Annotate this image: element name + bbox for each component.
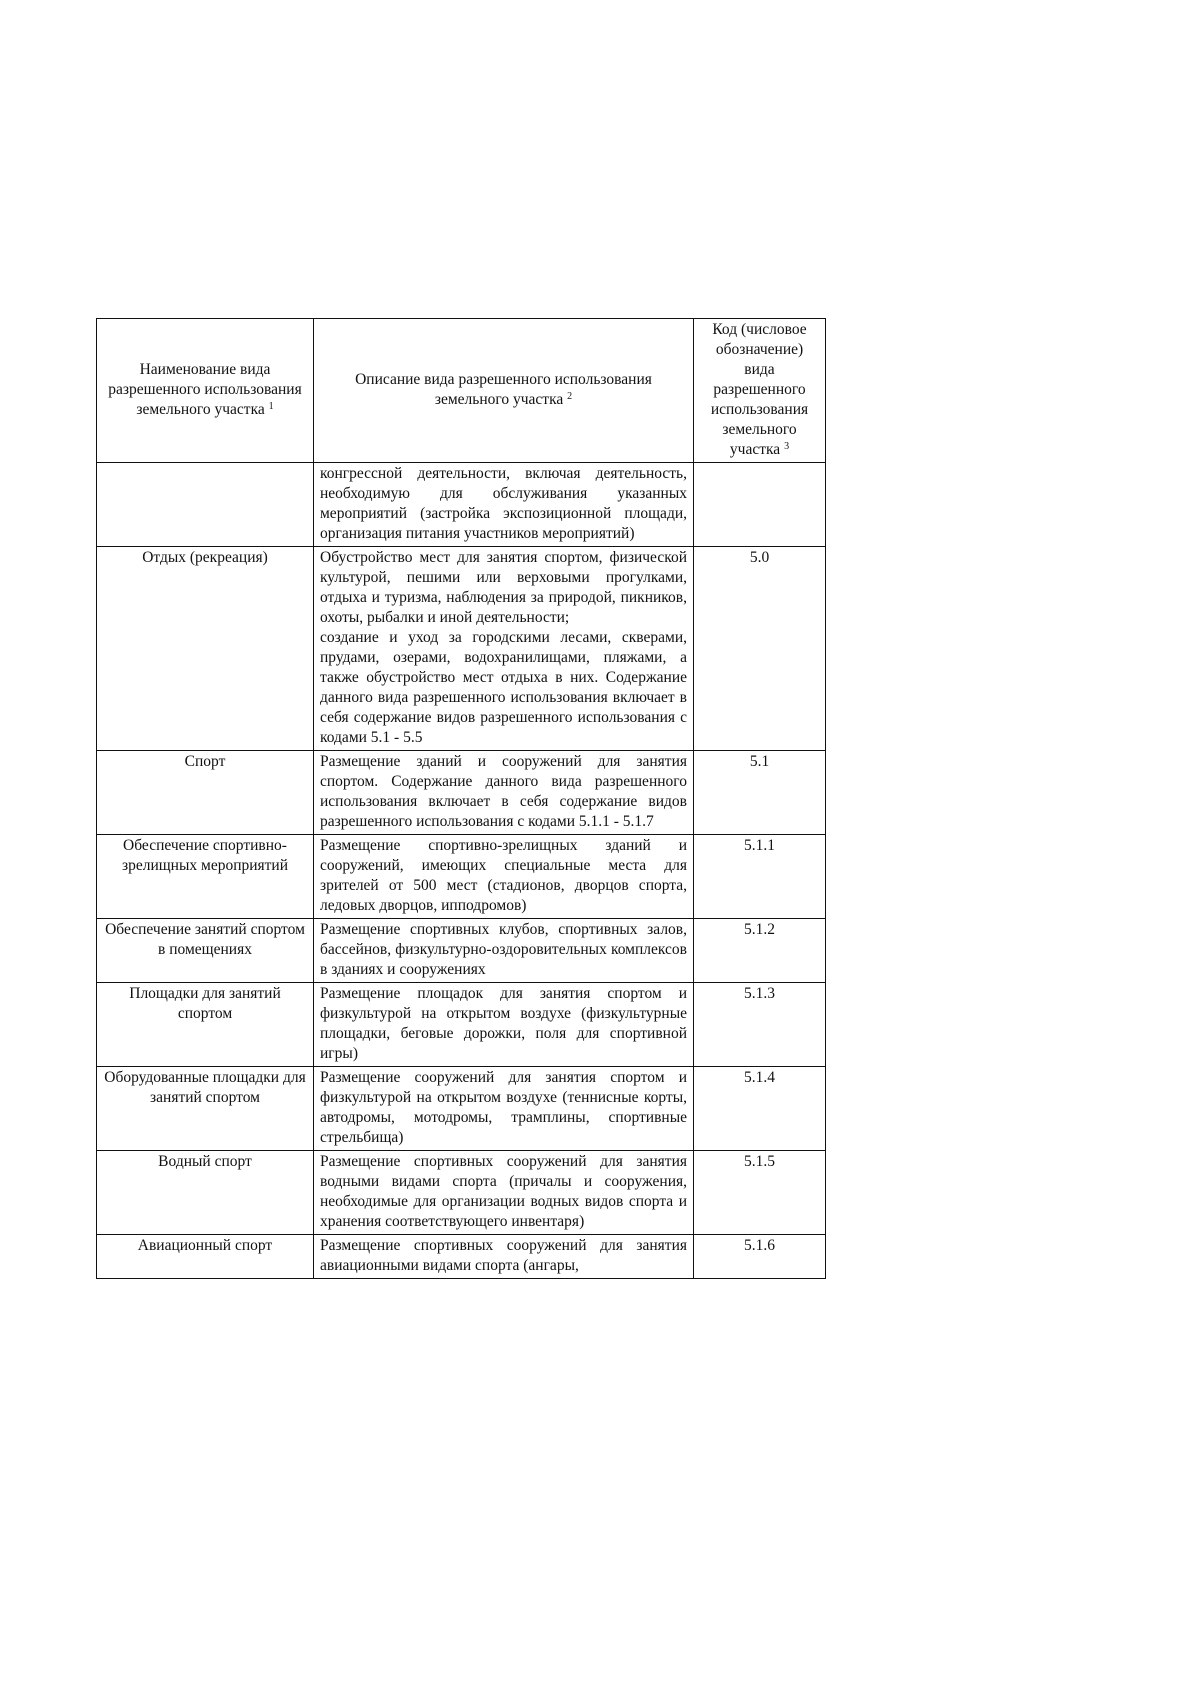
row-name: Отдых (рекреация) [97,547,314,751]
row-description [314,1151,694,1235]
row-name: Спорт [97,751,314,835]
description-paragraph: Размещение сооружений для занятия спортом и физкультурой на открытом воздухе (теннисные корты, автодромы, мотодромы, трамплины, спортивные стрельбища) [320,1069,687,1146]
table-row [97,463,826,547]
table-row [97,547,826,751]
row-name: Обеспечение занятий спортом в помещениях [97,919,314,983]
table-row [97,983,826,1067]
header-name-cell [97,319,314,463]
description-paragraph: Размещение зданий и сооружений для занятия спортом. Содержание данного вида разрешенного использования включает в себя содержание видов разрешенного использования с кодами 5.1.1 - 5.1.7 [320,753,687,830]
row-code: 5.1.5 [694,1151,826,1235]
description-paragraph: Размещение спортивных сооружений для занятия водными видами спорта (причалы и сооружения, необходимые для организации водных видов спорта и хранения соответствующего инвентаря) [320,1153,687,1230]
row-description [314,835,694,919]
description-paragraph: конгрессной деятельности, включая деятельность, необходимую для обслуживания указанных мероприятий (застройка экспозиционной площади, организация питания участников мероприятий) [320,465,687,542]
row-code: 5.1 [694,751,826,835]
row-description [314,983,694,1067]
table-row [97,1067,826,1151]
land-use-table [96,318,826,1279]
description-paragraph: Размещение спортивных клубов, спортивных залов, бассейнов, физкультурно-оздоровительных комплексов в зданиях и сооружениях [320,921,687,978]
table-row [97,919,826,983]
description-paragraph: Размещение площадок для занятия спортом и физкультурой на открытом воздухе (физкультурные площадки, беговые дорожки, поля для спортивной игры) [320,985,687,1062]
row-description [314,1067,694,1151]
row-description [314,463,694,547]
row-description [314,751,694,835]
table-row [97,751,826,835]
row-code: 5.1.2 [694,919,826,983]
row-code [694,463,826,547]
table-row [97,1151,826,1235]
row-name [97,463,314,547]
header-description-cell [314,319,694,463]
header-code-cell [694,319,826,463]
description-paragraph: Обустройство мест для занятия спортом, физической культурой, пешими или верховыми прогулками, отдыха и туризма, наблюдения за природой, пикников, охоты, рыбалки и иной деятельности; [320,549,687,626]
description-paragraph: Размещение спортивных сооружений для занятия авиационными видами спорта (ангары, [320,1237,687,1274]
footnote-mark: 3 [784,441,790,452]
table-row [97,1235,826,1279]
row-name: Авиационный спорт [97,1235,314,1279]
row-description [314,547,694,751]
footnote-mark: 1 [268,401,274,412]
row-code: 5.0 [694,547,826,751]
header-name: Наименование вида разрешенного использования земельного участка [108,361,302,418]
row-name: Водный спорт [97,1151,314,1235]
description-paragraph: Размещение спортивно-зрелищных зданий и сооружений, имеющих специальные места для зрителей от 500 мест (стадионов, дворцов спорта, ледовых дворцов, ипподромов) [320,837,687,914]
footnote-mark: 2 [567,391,573,402]
row-code: 5.1.4 [694,1067,826,1151]
row-code: 5.1.1 [694,835,826,919]
table-header-row [97,319,826,463]
table-row [97,835,826,919]
header-code: Код (числовое обозначение) вида разрешенного использования земельного участка [710,321,809,458]
header-description: Описание вида разрешенного использования земельного участка [355,371,652,408]
row-description [314,1235,694,1279]
row-code: 5.1.6 [694,1235,826,1279]
row-name: Обеспечение спортивно-зрелищных мероприятий [97,835,314,919]
row-description [314,919,694,983]
description-paragraph: создание и уход за городскими лесами, скверами, прудами, озерами, водохранилищами, пляжами, а также обустройство мест отдыха в них. Содержание данного вида разрешенного использования включает в себя содержание видов разрешенного использования с кодами 5.1 - 5.5 [320,629,687,746]
row-name: Оборудованные площадки для занятий спортом [97,1067,314,1151]
row-name: Площадки для занятий спортом [97,983,314,1067]
row-code: 5.1.3 [694,983,826,1067]
